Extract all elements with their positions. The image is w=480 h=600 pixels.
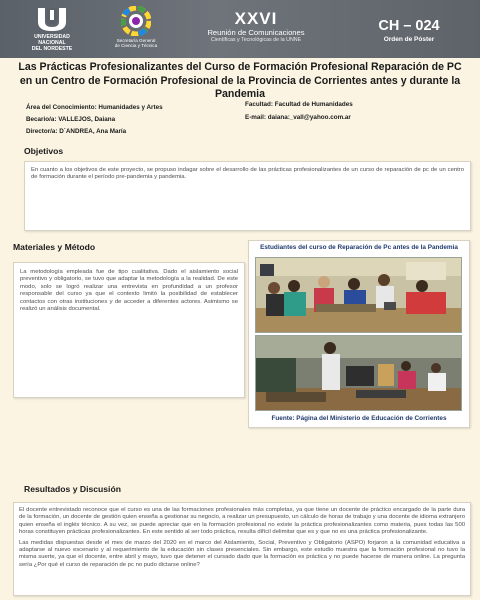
university-name-line-2: NACIONAL — [38, 40, 66, 46]
becario-text: Becario/a: VALLEJOS, Daiana — [26, 116, 116, 123]
materiales-heading: Materiales y Método — [13, 242, 96, 252]
materiales-box — [13, 262, 245, 398]
header-band — [0, 0, 480, 58]
secretariat-name-line-2: de Ciencia y Técnica — [114, 43, 158, 49]
color-wheel-icon — [121, 6, 151, 36]
university-name-line-3: DEL NORDESTE — [31, 46, 73, 52]
classroom-photo-1 — [255, 257, 462, 333]
poster-code: CH – 024 — [378, 18, 440, 34]
resultados-paragraph-1: El docente entrevistado reconoce que el curso es una de las formaciones profesionales más completas, ya que tiene un docente de práctico encargado de la parte dura de la formación, un docente de gestión quien enseña a gestionar su negocio, a realizar un presupuesto, un cálculo de horas de trabajo y una docente de idioma extranjero quien enseña el inglés técnico. A su vez, se puede apreciar que en la formación profesional no existe la práctica profesionalizantes como materia, pues todas las 500 horas constituyen prácticas profesionalizantes. En este sentido al ser todo práctica, resulta difícil delimitar que es y que no es una práctica profesionalizante. — [19, 507, 465, 536]
objetivos-heading: Objetivos — [24, 146, 64, 156]
resultados-box — [13, 502, 471, 596]
poster-code-block — [352, 18, 466, 44]
event-subtitle: Científicas y Tecnológicas de la UNNE — [210, 37, 302, 43]
poster-title: Las Prácticas Profesionalizantes del Curso de Formación Profesional Reparación de PC en un Centro de Formación Profesional de la Provincia de Corrientes antes y durante la Pandemia — [18, 61, 462, 100]
facultad-text: Facultad: Facultad de Humanidades — [245, 101, 353, 108]
objetivos-box — [24, 161, 471, 231]
university-name-line-1: UNIVERSIDAD — [34, 34, 70, 40]
secretariat-logo — [104, 6, 168, 49]
director-text: Director/a: D´ANDREA, Ana María — [26, 128, 127, 135]
resultados-paragraph-2: Las medidas dispuestas desde el mes de marzo del 2020 en el marco del Aislamiento, Social, Preventivo y Obligatorio (ASPO) forjaron a la comunidad educativa a adaptarse al nuevo escenario y al requerimiento de la educación sin clases presenciales. Sin embargo, este estudio muestra que la formación profesional no tuvo la misma suerte, ya que el docente, entre abril y mayo, tuvo que detener el cursado dado que la formación es práctica y no puede hacerse de manera online. La pregunta sería ¿Por qué el curso de reparación de pc no pudo dictarse online? — [19, 539, 465, 568]
photo-source: Fuente: Página del Ministerio de Educación de Corrientes — [271, 415, 447, 422]
unne-emblem-icon — [32, 6, 72, 32]
area-text: Área del Conocimiento: Humanidades y Artes — [26, 104, 163, 111]
event-block — [180, 10, 332, 44]
email-text: E-mail: daiana:_vall@yahoo.com.ar — [245, 114, 351, 121]
event-name: Reunión de Comunicaciones — [207, 28, 305, 37]
materiales-text: La metodología empleada fue de tipo cualitativa. Dado el aislamiento social preventivo y obligatorio, se tuvo que adaptar la metodología a la realidad. De este modo, solo se logró realizar una entrevista en profundidad a un profesor responsable del curso ya que el contexto limitó la posibilidad de establecer contactos con otras instituciones y de acceder a diferentes actores. Asimismo se realizó un análisis documental. — [20, 269, 238, 313]
classroom-photo-2 — [255, 335, 462, 411]
objetivos-text: En cuanto a los objetivos de este proyecto, se propuso indagar sobre el desarrollo de las prácticas profesionalizantes de un curso de reparación de pc de un centro de formación durante el período pre-pandemia y pandemia. — [31, 167, 464, 181]
unne-logo — [10, 6, 94, 52]
secretariat-name-line-1: Secretaría General — [116, 38, 156, 43]
resultados-heading: Resultados y Discusión — [24, 484, 121, 494]
poster-order-label: Orden de Póster — [383, 36, 435, 43]
photo-caption: Estudiantes del curso de Reparación de Pc antes de la Pandemia — [260, 244, 458, 251]
event-number: XXVI — [234, 9, 278, 28]
